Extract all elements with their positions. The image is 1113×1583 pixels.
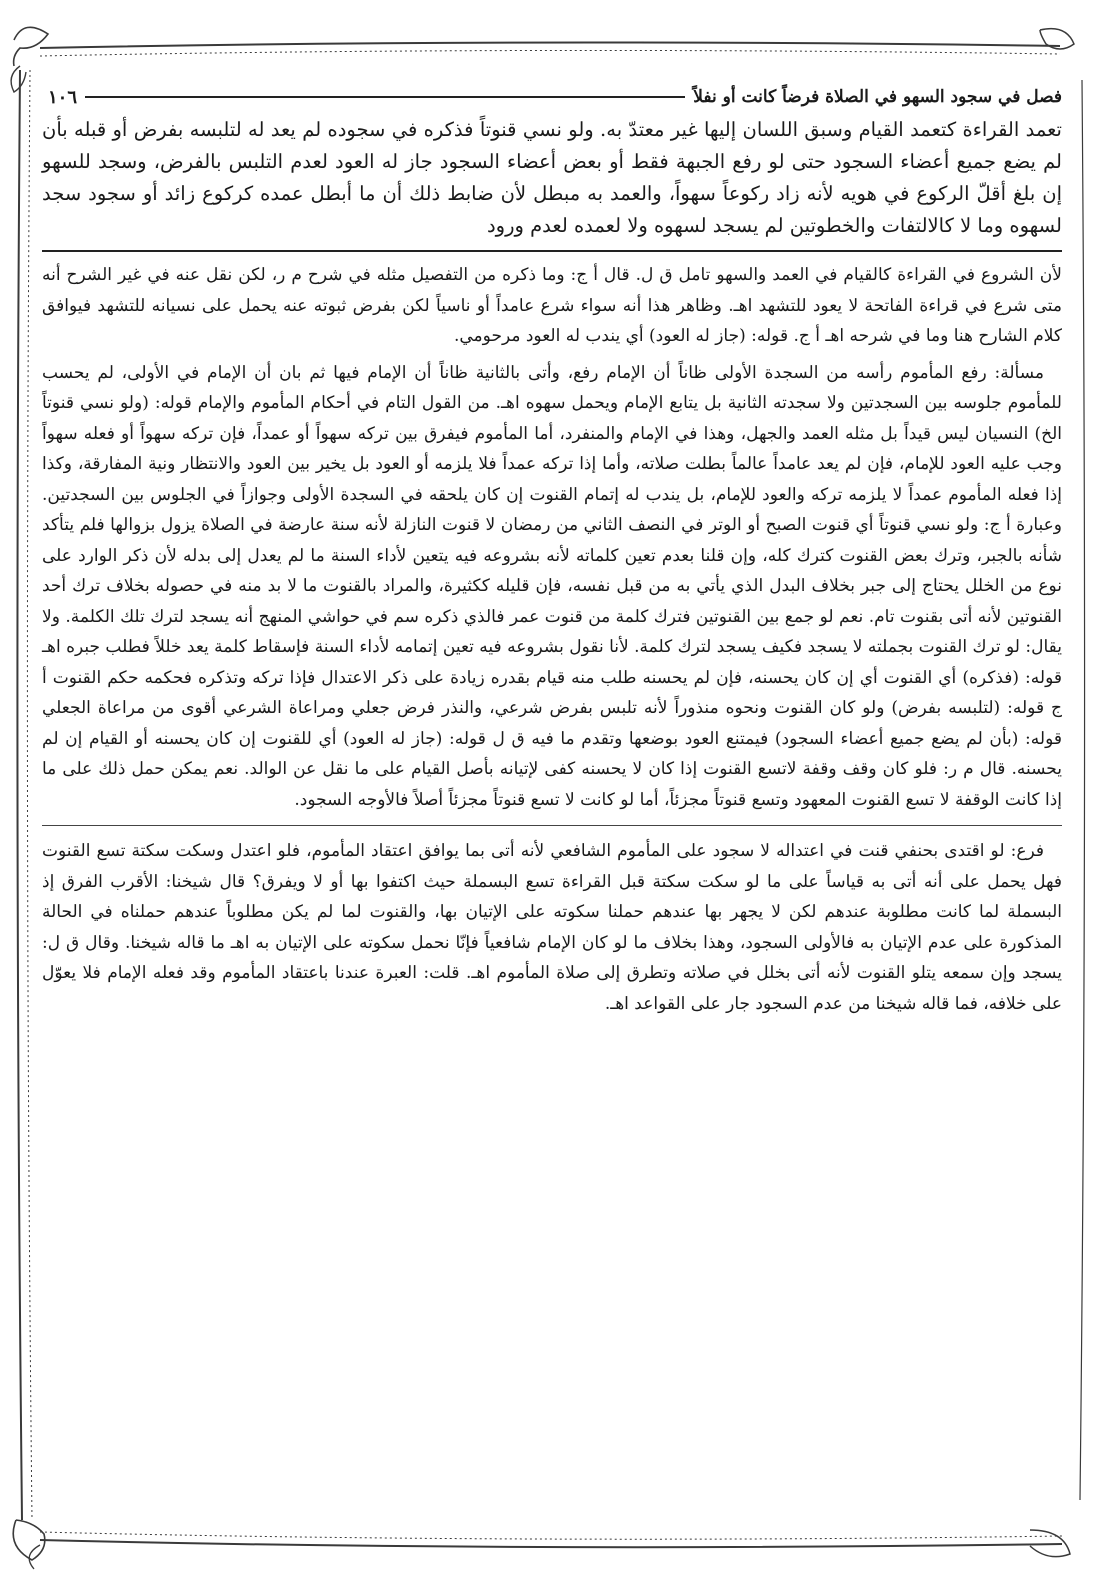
book-page: [42, 82, 1062, 1025]
commentary-paragraph-3: فرع: لو اقتدى بحنفي قنت في اعتداله لا سجود على المأموم الشافعي لأنه أتى بما يوافق اعتقاد المأموم، فلو اعتدل وسكت سكتة تسع القنوت فهل يحمل على أنه أتى به قياساً على ما لو سكت سكتة قبل القراءة تسع البسملة حيث اكتفوا بها أو لا ويفرق؟ قال شيخنا: الأقرب الفرق إذ البسملة لما كانت مطلوبة عندهم لكن لا يجهر بها عندهم حملنا سكوته على الإتيان بها، والقنوت لما لم يكن مطلوباً عندهم حملناه في الحالة المذكورة على عدم الإتيان به فالأولى السجود، وهذا بخلاف ما لو كان الإمام شافعياً فإنّا نحمل سكوته على الإتيان به اهـ ما قاله شيخنا. وقال ق ل: يسجد وإن سمعه يتلو القنوت لأنه أتى بخلل في صلاته وتطرق إلى صلاة المأموم اهـ. قلت: العبرة عندنا باعتقاد المأموم وقد فعله الإمام فلا يعوّل على خلافه، فما قاله شيخنا من عدم السجود جار على القواعد اهـ.: [42, 841, 1062, 1014]
main-paragraph: تعمد القراءة كتعمد القيام وسبق اللسان إليها غير معتدّ به. ولو نسي قنوتاً فذكره في سجوده لم يعد له لتلبسه بفرض أو قبله بأن لم يضع جميع أعضاء السجود حتى لو رفع الجبهة فقط أو بعض أعضاء السجود جاز له العود لعدم التلبس بالفرض، وسجد للسهو إن بلغ أقلّ الركوع في هويه لأنه زاد ركوعاً سهواً، والعمد به مبطل لأن ضابط ذلك أن ما أبطل عمده كركوع زائد أو سجود سجد لسهوه وما لا كالالتفات والخطوتين لم يسجد لسهوه ولا لعمده لعدم ورود: [42, 118, 1062, 237]
header-rule: [85, 96, 685, 98]
commentary: [42, 260, 1062, 1019]
commentary-paragraph-2: مسألة: رفع المأموم رأسه من السجدة الأولى ظاناً أن الإمام رفع، وأتى بالثانية ظاناً أن الإمام فيها ثم بان أن الإمام في الأولى، لم يحسب للمأموم جلوسه بين السجدتين ولا سجدته الثانية بل يتابع الإمام ويحمل سهوه اهـ. من القول التام في أحكام المأموم والإمام قوله: (ولو نسي قنوتاً الخ) النسيان ليس قيداً بل مثله العمد والجهل، وهذا في الإمام والمنفرد، أما المأموم فيفرق بين تركه سهواً أو عمداً، فإن تركه سهواً أو فعله سهواً وجب عليه العود للإمام، فإن لم يعد عامداً عالماً بطلت صلاته، وأما إذا تركه عمداً فلا يلزمه أو العود بل يخير بين العود والانتظار ونية المفارقة، وكذا إذا فعله المأموم عمداً لا يلزمه تركه والعود للإمام، بل يندب له إتمام القنوت إن كان يلحقه في السجدة الأولى وجوازاً في الجلوس بين السجدتين. وعبارة أ ج: ولو نسي قنوتاً أي قنوت الصبح أو الوتر في النصف الثاني من رمضان لا قنوت النازلة لأنه سنة عارضة في الصلاة يزول بزوالها فلم يتأكد شأنه بالجبر، وترك بعض القنوت كترك كله، وإن قلنا بعدم تعين كلماته لأنه بشروعه فيه يتعين لأداء السنة ما لم يعدل إلى بدله لأن ذكر الوارد على نوع من الخلل يحتاج إلى جبر بخلاف البدل الذي يأتي به من قبل نفسه، فإن قليله ككثيرة، والمراد بالقنوت ما لا بد منه في حصوله بخلاف ترك أحد القنوتين لأنه أتى بقنوت تام. نعم لو جمع بين القنوتين فترك كلمة من قنوت عمر فالذي ذكره سم في حواشي المنهج أنه يسجد لترك تلك الكلمة. ولا يقال: لو ترك القنوت بجملته لا يسجد فكيف يسجد لترك كلمة. لأنا نقول بشروعه فيه تعين إتمامه لأداء السنة فإسقاط كلمة يعد خللاً فطلب جبره اهـ قوله: (فذكره) أي القنوت أي إن كان يحسنه، فإن لم يحسنه طلب منه قيام بقدره زيادة على ذكر الاعتدال فإذا ترکه وتذكره فحكمه حكم القنوت أ ج قوله: (لتلبسه بفرض) ولو كان القنوت ونحوه منذوراً لأنه تلبس بفرض شرعي، والنذر فرض جعلي ومراعاة الشرعي أقوى من مراعاة الجعلي قوله: (بأن لم يضع جميع أعضاء السجود) فيمتنع العود بوضعها وتقدم ما فيه ق ل قوله: (جاز له العود) أي للقنوت إن كان يحسنه أو القيام إن لم يحسنه. قال م ر: فلو كان وقف وقفة لاتسع القنوت إذا كان لا يحسنه كفى لإتيانه بأصل القيام على ما نقل عن الوالد. نعم يمكن حمل ذلك على ما إذا كانت الوقفة لا تسع القنوت المعهود وتسع قنوتاً مجزئاً، أما لو كانت لا تسع قنوتاً مجزئاً أصلاً فالأوجه السجود.: [42, 362, 1062, 810]
commentary-paragraph-1: لأن الشروع في القراءة كالقيام في العمد والسهو تامل ق ل. قال أ ج: وما ذكره من التفصيل مثله في شرح م ر، لكن نقل عنه في غير الشرح أنه متى شرع في قراءة الفاتحة لا يعود للتشهد اهـ. وظاهر هذا أنه سواء شرع عامداً أو ناسياً لكن بفرض ثبوته عنه يحمل على نسيانه للتشهد فيوافق كلام الشارح هنا وما في شرحه اهـ أ ج. قوله: (جاز له العود) أي يندب له العود مرحومي.: [42, 265, 1062, 346]
text-commentary-separator: [42, 250, 1062, 252]
running-title: فصل في سجود السهو في الصلاة فرضاً كانت أو نفلاً: [693, 87, 1062, 107]
commentary-divider: [42, 825, 1062, 826]
page-number: ١٠٦: [48, 86, 78, 108]
page-header: [42, 82, 1062, 112]
main-text: [42, 114, 1062, 242]
